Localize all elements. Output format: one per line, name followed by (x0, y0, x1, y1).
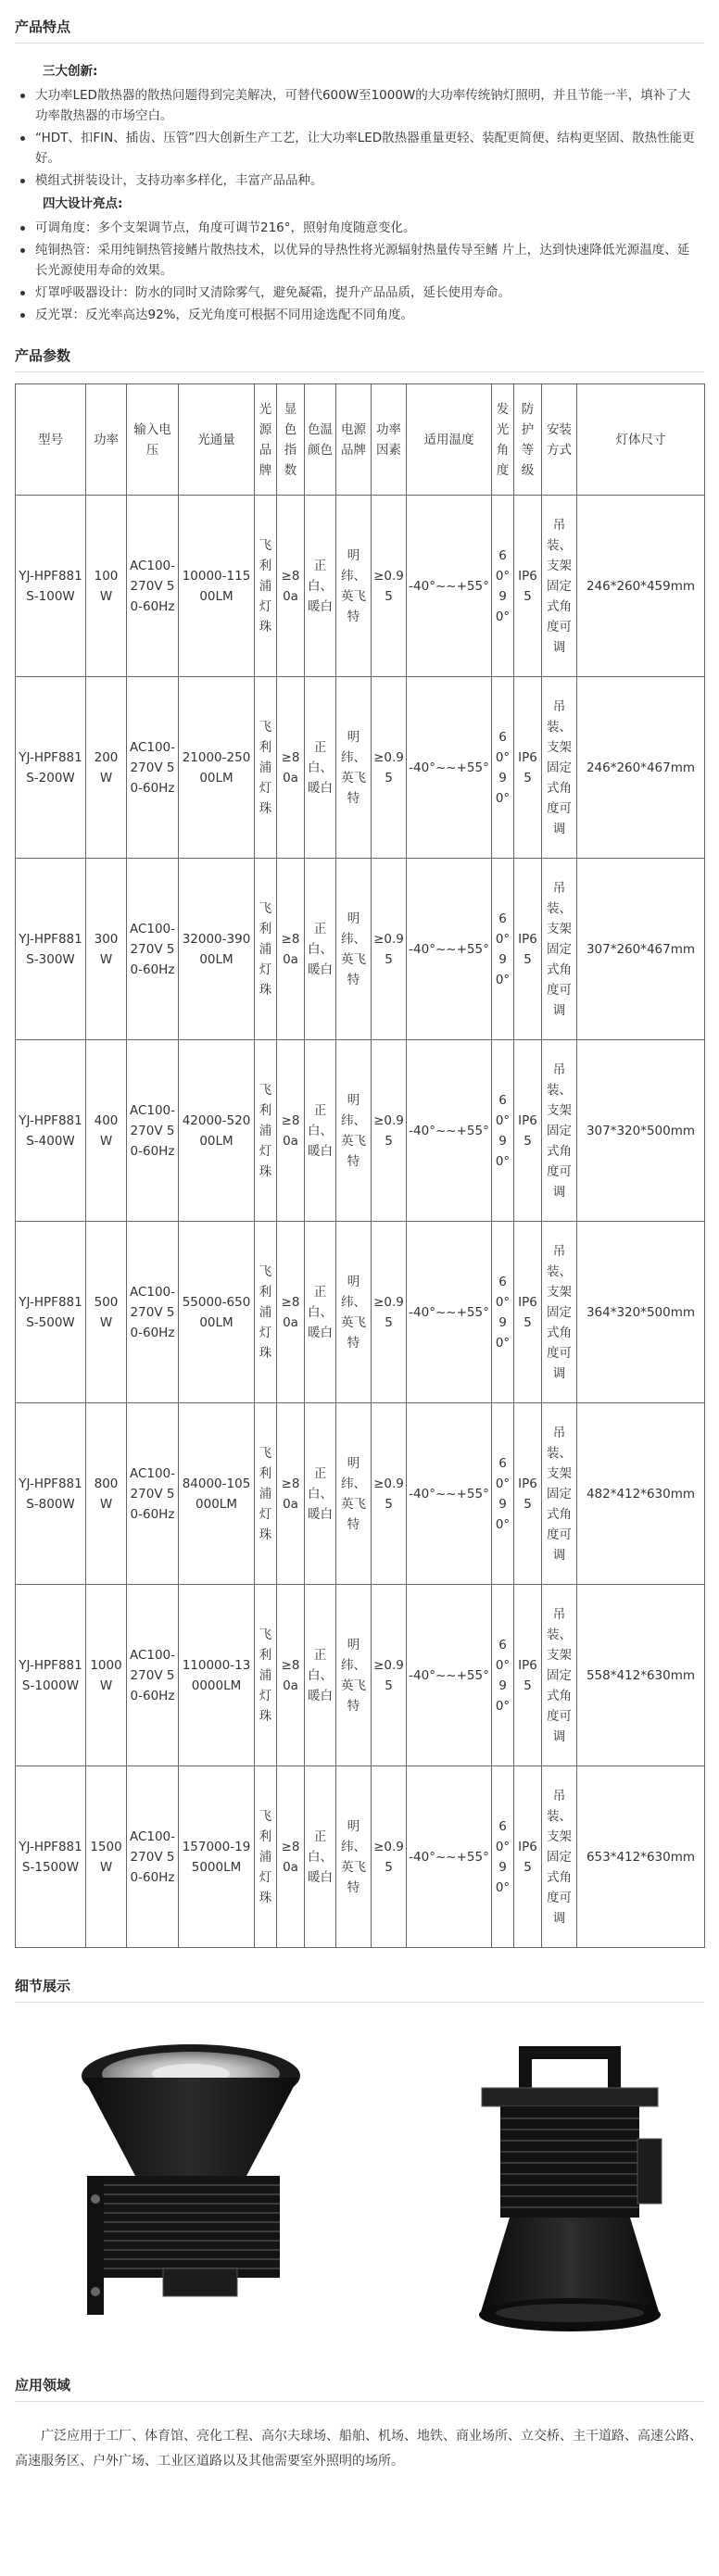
table-cell: ≥0.95 (372, 1766, 407, 1948)
table-cell: 60°90° (492, 859, 514, 1040)
params-header-cell: 防护等级 (514, 384, 542, 496)
table-cell: 正白、暖白 (305, 859, 336, 1040)
table-cell: ≥80a (277, 1403, 305, 1585)
design-item: 灯罩呼吸器设计：防水的同时又清除雾气，避免凝霜，提升产品品质，延长使用寿命。 (15, 283, 699, 303)
params-header-cell: 发光角度 (492, 384, 514, 496)
design-list (15, 218, 699, 325)
table-cell: IP65 (514, 496, 542, 677)
table-cell: ≥80a (277, 677, 305, 859)
table-cell: ≥0.95 (372, 859, 407, 1040)
table-row (16, 1766, 705, 1948)
table-cell: -40°~~+55° (407, 1766, 492, 1948)
table-cell: ≥80a (277, 1222, 305, 1403)
table-cell: 明纬、英飞特 (336, 1403, 372, 1585)
application-section (15, 2375, 704, 2474)
table-row (16, 1040, 705, 1222)
table-cell: 吊装、支架固定式角度可调 (542, 1585, 577, 1766)
table-row (16, 1403, 705, 1585)
table-cell: -40°~~+55° (407, 677, 492, 859)
table-cell: 正白、暖白 (305, 1766, 336, 1948)
table-cell: 明纬、英飞特 (336, 496, 372, 677)
features-title: 产品特点 (15, 17, 704, 44)
table-cell: 246*260*467mm (577, 677, 705, 859)
table-cell: IP65 (514, 677, 542, 859)
params-header-cell: 安装方式 (542, 384, 577, 496)
params-header-cell: 灯体尺寸 (577, 384, 705, 496)
lamp-side-icon (463, 2037, 676, 2343)
table-cell: ≥0.95 (372, 1585, 407, 1766)
design-item: 纯铜热管：采用纯铜热管接鳍片散热技术，以优异的导热性将光源辐射热量传导至鳍 片上，达到快速降低光源温度、延长光源使用寿命的效果。 (15, 240, 699, 281)
design-item: 反光罩：反光率高达92%，反光角度可根据不同用途选配不同角度。 (15, 305, 699, 325)
design-heading: 四大设计亮点: (43, 196, 123, 211)
features-section (15, 17, 704, 346)
table-cell: ≥80a (277, 1040, 305, 1222)
innovation-item: 大功率LED散热器的散热问题得到完美解决，可替代600W至1000W的大功率传统钠灯照明，并且节能一半，填补了大功率散热器的市场空白。 (15, 85, 699, 126)
table-cell: YJ-HPF881S-1500W (16, 1766, 86, 1948)
table-cell: ≥0.95 (372, 496, 407, 677)
table-cell: 500W (86, 1222, 127, 1403)
table-cell: ≥0.95 (372, 1040, 407, 1222)
table-cell: ≥80a (277, 1766, 305, 1948)
table-cell: 482*412*630mm (577, 1403, 705, 1585)
table-cell: 飞利浦灯珠 (255, 859, 277, 1040)
table-row (16, 1585, 705, 1766)
application-text: 广泛应用于工厂、体育馆、亮化工程、高尔夫球场、船舶、机场、地铁、商业场所、立交桥、主干道路、高速公路、高速服务区、户外广场、工业区道路以及其他需要室外照明的场所。 (15, 2429, 702, 2469)
table-cell: 飞利浦灯珠 (255, 496, 277, 677)
table-cell: 飞利浦灯珠 (255, 1222, 277, 1403)
params-header-cell: 功率因素 (372, 384, 407, 496)
table-cell: 200W (86, 677, 127, 859)
table-cell: 60°90° (492, 1766, 514, 1948)
table-cell: 吊装、支架固定式角度可调 (542, 1766, 577, 1948)
params-header-cell: 光通量 (179, 384, 255, 496)
lamp-front-icon (70, 2037, 311, 2343)
table-cell: 246*260*459mm (577, 496, 705, 677)
table-cell: 正白、暖白 (305, 677, 336, 859)
table-cell: 60°90° (492, 496, 514, 677)
table-cell: 吊装、支架固定式角度可调 (542, 677, 577, 859)
table-row (16, 1222, 705, 1403)
table-cell: 飞利浦灯珠 (255, 677, 277, 859)
table-cell: 明纬、英飞特 (336, 1766, 372, 1948)
params-header-cell: 功率 (86, 384, 127, 496)
table-cell: AC100-270V 50-60Hz (127, 1403, 179, 1585)
table-cell: 飞利浦灯珠 (255, 1403, 277, 1585)
table-cell: IP65 (514, 1766, 542, 1948)
table-cell: ≥80a (277, 1585, 305, 1766)
table-cell: 800W (86, 1403, 127, 1585)
table-cell: ≥0.95 (372, 1222, 407, 1403)
table-cell: IP65 (514, 1040, 542, 1222)
table-cell: 32000-39000LM (179, 859, 255, 1040)
table-cell: 400W (86, 1040, 127, 1222)
table-cell: 1500W (86, 1766, 127, 1948)
table-cell: IP65 (514, 1585, 542, 1766)
table-cell: 吊装、支架固定式角度可调 (542, 1040, 577, 1222)
table-cell: 307*260*467mm (577, 859, 705, 1040)
table-cell: 84000-105000LM (179, 1403, 255, 1585)
table-cell: 21000-25000LM (179, 677, 255, 859)
params-table (15, 383, 705, 1948)
table-cell: AC100-270V 50-60Hz (127, 1040, 179, 1222)
table-cell: 正白、暖白 (305, 1222, 336, 1403)
params-header-cell: 色温颜色 (305, 384, 336, 496)
design-item: 可调角度：多个支架调节点，角度可调节216°，照射角度随意变化。 (15, 218, 699, 238)
table-cell: -40°~~+55° (407, 1403, 492, 1585)
table-cell: 飞利浦灯珠 (255, 1585, 277, 1766)
table-cell: YJ-HPF881S-100W (16, 496, 86, 677)
table-cell: IP65 (514, 1222, 542, 1403)
table-row (16, 677, 705, 859)
params-section (15, 346, 704, 1948)
table-cell: 10000-11500LM (179, 496, 255, 677)
table-cell: 吊装、支架固定式角度可调 (542, 1222, 577, 1403)
table-cell: AC100-270V 50-60Hz (127, 1766, 179, 1948)
table-cell: -40°~~+55° (407, 1222, 492, 1403)
params-header-row (16, 384, 705, 496)
table-cell: YJ-HPF881S-500W (16, 1222, 86, 1403)
table-cell: AC100-270V 50-60Hz (127, 1585, 179, 1766)
details-section (15, 1976, 704, 2375)
table-cell: ≥80a (277, 859, 305, 1040)
table-cell: AC100-270V 50-60Hz (127, 1222, 179, 1403)
params-header-cell: 光源品牌 (255, 384, 277, 496)
table-cell: ≥0.95 (372, 677, 407, 859)
table-cell: 飞利浦灯珠 (255, 1766, 277, 1948)
table-cell: -40°~~+55° (407, 859, 492, 1040)
table-cell: 364*320*500mm (577, 1222, 705, 1403)
table-cell: 100W (86, 496, 127, 677)
table-cell: YJ-HPF881S-1000W (16, 1585, 86, 1766)
table-cell: 60°90° (492, 1585, 514, 1766)
table-cell: 正白、暖白 (305, 1585, 336, 1766)
table-cell: IP65 (514, 1403, 542, 1585)
table-cell: 飞利浦灯珠 (255, 1040, 277, 1222)
table-cell: 吊装、支架固定式角度可调 (542, 1403, 577, 1585)
table-cell: 653*412*630mm (577, 1766, 705, 1948)
table-cell: 60°90° (492, 1222, 514, 1403)
table-cell: 300W (86, 859, 127, 1040)
table-cell: YJ-HPF881S-200W (16, 677, 86, 859)
innovation-heading: 三大创新: (43, 64, 98, 79)
params-header-cell: 电源品牌 (336, 384, 372, 496)
table-cell: 明纬、英飞特 (336, 677, 372, 859)
table-cell: 明纬、英飞特 (336, 1040, 372, 1222)
table-cell: 60°90° (492, 1040, 514, 1222)
table-cell: 吊装、支架固定式角度可调 (542, 496, 577, 677)
table-cell: 正白、暖白 (305, 1403, 336, 1585)
table-cell: 明纬、英飞特 (336, 859, 372, 1040)
innovation-list (15, 85, 699, 191)
params-header-cell: 型号 (16, 384, 86, 496)
table-cell: 157000-195000LM (179, 1766, 255, 1948)
table-cell: 55000-65000LM (179, 1222, 255, 1403)
application-title: 应用领域 (15, 2375, 704, 2402)
details-title: 细节展示 (15, 1976, 704, 2003)
table-cell: 60°90° (492, 1403, 514, 1585)
params-header-cell: 适用温度 (407, 384, 492, 496)
table-cell: IP65 (514, 859, 542, 1040)
table-cell: 110000-130000LM (179, 1585, 255, 1766)
table-cell: 1000W (86, 1585, 127, 1766)
table-cell: YJ-HPF881S-400W (16, 1040, 86, 1222)
table-cell: ≥80a (277, 496, 305, 677)
table-cell: AC100-270V 50-60Hz (127, 859, 179, 1040)
innovation-item: “HDT、扣FIN、插齿、压管”四大创新生产工艺，让大功率LED散热器重量更轻、装配更简便、结构更坚固、散热性能更好。 (15, 128, 699, 169)
table-cell: 明纬、英飞特 (336, 1585, 372, 1766)
table-row (16, 859, 705, 1040)
table-cell: YJ-HPF881S-800W (16, 1403, 86, 1585)
table-cell: AC100-270V 50-60Hz (127, 677, 179, 859)
table-cell: YJ-HPF881S-300W (16, 859, 86, 1040)
table-cell: 60°90° (492, 677, 514, 859)
table-cell: AC100-270V 50-60Hz (127, 496, 179, 677)
table-cell: 307*320*500mm (577, 1040, 705, 1222)
params-title: 产品参数 (15, 346, 704, 372)
table-cell: -40°~~+55° (407, 1585, 492, 1766)
table-cell: -40°~~+55° (407, 1040, 492, 1222)
features-body (15, 55, 704, 346)
table-cell: 42000-52000LM (179, 1040, 255, 1222)
table-cell: 吊装、支架固定式角度可调 (542, 859, 577, 1040)
table-cell: 558*412*630mm (577, 1585, 705, 1766)
table-cell: 明纬、英飞特 (336, 1222, 372, 1403)
table-cell: 正白、暖白 (305, 1040, 336, 1222)
params-table-body (16, 496, 705, 1948)
params-header-cell: 输入电压 (127, 384, 179, 496)
table-cell: 正白、暖白 (305, 496, 336, 677)
params-header-cell: 显色指数 (277, 384, 305, 496)
table-cell: ≥0.95 (372, 1403, 407, 1585)
innovation-item: 模组式拼装设计，支持功率多样化，丰富产品品种。 (15, 170, 699, 191)
details-gallery (15, 2014, 704, 2375)
table-row (16, 496, 705, 677)
table-cell: -40°~~+55° (407, 496, 492, 677)
params-table-wrap (15, 383, 704, 1948)
